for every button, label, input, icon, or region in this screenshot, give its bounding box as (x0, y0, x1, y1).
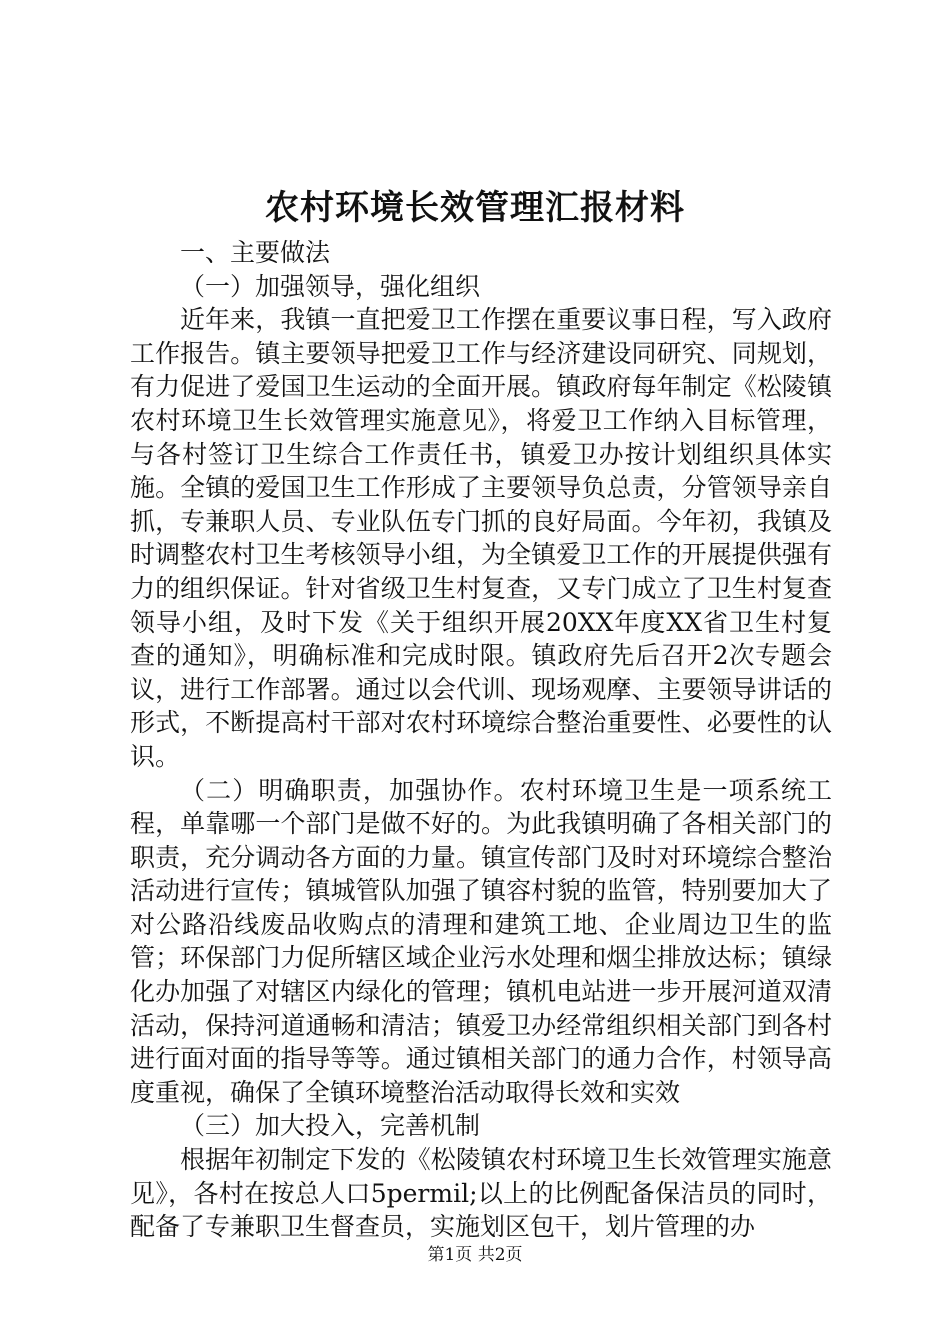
paragraph: 近年来，我镇一直把爱卫工作摆在重要议事日程，写入政府工作报告。镇主要领导把爱卫工作与经济建设同研究、同规划，有力促进了爱国卫生运动的全面开展。镇政府每年制定《松陵镇农村环境卫生长效管理实施意见》，将爱卫工作纳入目标管理，与各村签订卫生综合工作责任书，镇爱卫办按计划组织具体实施。全镇的爱国卫生工作形成了主要领导负总责，分管领导亲自抓，专兼职人员、专业队伍专门抓的良好局面。今年初，我镇及时调整农村卫生考核领导小组，为全镇爱卫工作的开展提供强有力的组织保证。针对省级卫生村复查，又专门成立了卫生村复查领导小组，及时下发《关于组织开展20XX年度XX省卫生村复查的通知》，明确标准和完成时限。镇政府先后召开2次专题会议，进行工作部署。通过以会代训、现场观摩、主要领导讲话的形式，不断提高村干部对农村环境综合整治重要性、必要性的认识。 (130, 305, 832, 771)
document-body (130, 236, 832, 1244)
paragraph: （二）明确职责，加强协作。农村环境卫生是一项系统工程，单靠哪一个部门是做不好的。为此我镇明确了各相关部门的职责，充分调动各方面的力量。镇宣传部门及时对环境综合整治活动进行宣传；镇城管队加强了镇容村貌的监管，特别要加大了对公路沿线废品收购点的清理和建筑工地、企业周边卫生的监管；环保部门力促所辖区域企业污水处理和烟尘排放达标；镇绿化办加强了对辖区内绿化的管理；镇机电站进一步开展河道双清活动，保持河道通畅和清洁；镇爱卫办经常组织相关部门到各村进行面对面的指导等等。通过镇相关部门的通力合作，村领导高度重视，确保了全镇环境整治活动取得长效和实效 (130, 775, 832, 1107)
paragraph: 根据年初制定下发的《松陵镇农村环境卫生长效管理实施意见》，各村在按总人口5permil;以上的比例配备保洁员的同时，配备了专兼职卫生督查员，实施划区包干，划片管理的办 (130, 1145, 832, 1242)
subsection-heading: （一）加强领导，强化组织 (180, 271, 481, 301)
section-heading: 一、主要做法 (180, 238, 331, 267)
document-title: 农村环境长效管理汇报材料 (265, 188, 685, 228)
subsection-heading: （三）加大投入，完善机制 (180, 1111, 481, 1141)
page-number-footer: 第1页 共2页 (427, 1245, 523, 1265)
